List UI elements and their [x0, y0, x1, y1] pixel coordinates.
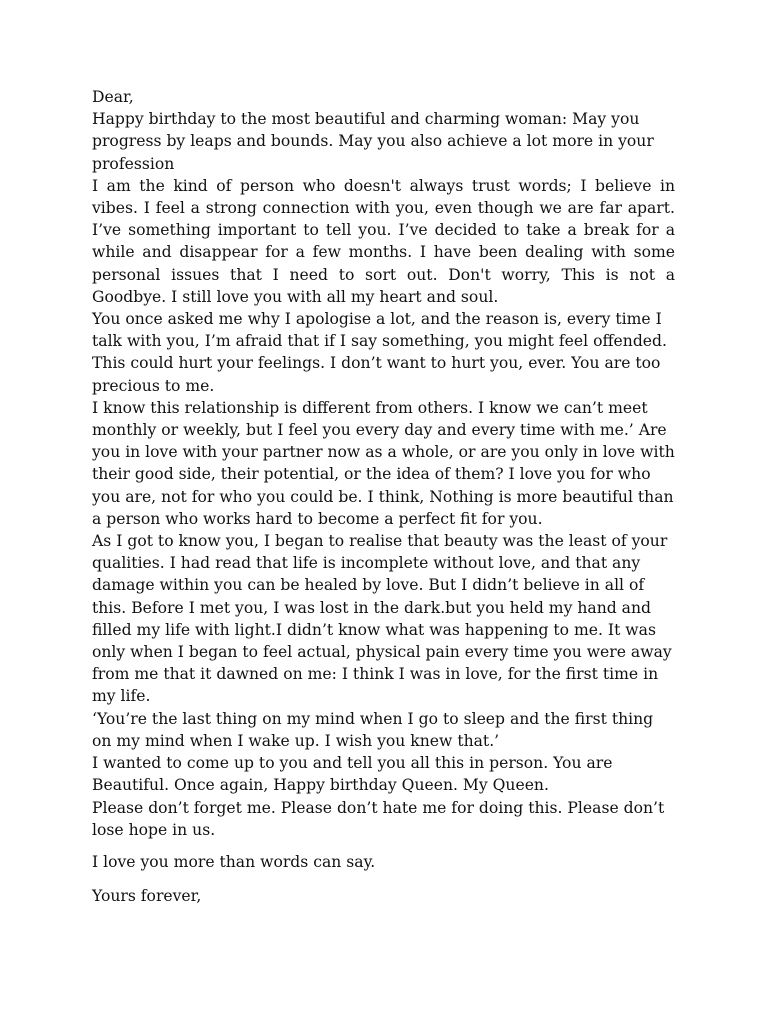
paragraph-break-announcement: I am the kind of person who doesn't always trust words; I believe in vibes. I feel a strong connection with you, even though we are far apart. I’ve something important to tell you. I’ve decided to take a break for a while and disappear for a few months. I have been dealing with some personal issues that I need to sort out. Don't worry, This is not a Goodbye. I still love you with all my heart and soul. [92, 176, 675, 306]
sign-off: Yours forever, [92, 887, 202, 906]
paragraph-in-person: I wanted to come up to you and tell you all this in person. You are Beautiful. Once again, Happy birthday Queen. My Queen. [92, 754, 613, 795]
paragraph-birthday-wish: Happy birthday to the most beautiful and charming woman: May you progress by leaps and bounds. May you also achieve a lot more in your profession [92, 110, 654, 173]
closing-line: I love you more than words can say. [92, 852, 376, 871]
paragraph-realisation: As I got to know you, I began to realise that beauty was the least of your qualities. I had read that life is incomplete without love, and that any damage within you can be healed by love. But I didn’t believe in all of this. Before I met you, I was lost in the dark.but you held my hand and filled my life with light.I didn’t know what was happening to me. It was only when I began to feel actual, physical pain every time you were away from me that it dawned on me: I think I was in love, for the first time in my life. [92, 532, 672, 706]
letter-salutation: Dear, [92, 88, 134, 106]
paragraph-quote: ‘You’re the last thing on my mind when I go to sleep and the first thing on my mind when I wake up. I wish you knew that.’ [92, 709, 654, 750]
letter-body [92, 86, 675, 907]
paragraph-relationship: I know this relationship is different from others. I know we can’t meet monthly or weekly, but I feel you every day and every time with me.’ Are you in love with your partner now as a whole, or are you only in love with their good side, their potential, or the idea of them? I love you for who you are, not for who you could be. I think, Nothing is more beautiful than a person who works hard to become a perfect fit for you. [92, 398, 675, 528]
paragraph-apology: You once asked me why I apologise a lot, and the reason is, every time I talk with you, I’m afraid that if I say something, you might feel offended. This could hurt your feelings. I don’t want to hurt you, ever. You are too precious to me. [92, 310, 667, 395]
paragraph-plea: Please don’t forget me. Please don’t hate me for doing this. Please don’t lose hope in us. [92, 798, 665, 839]
